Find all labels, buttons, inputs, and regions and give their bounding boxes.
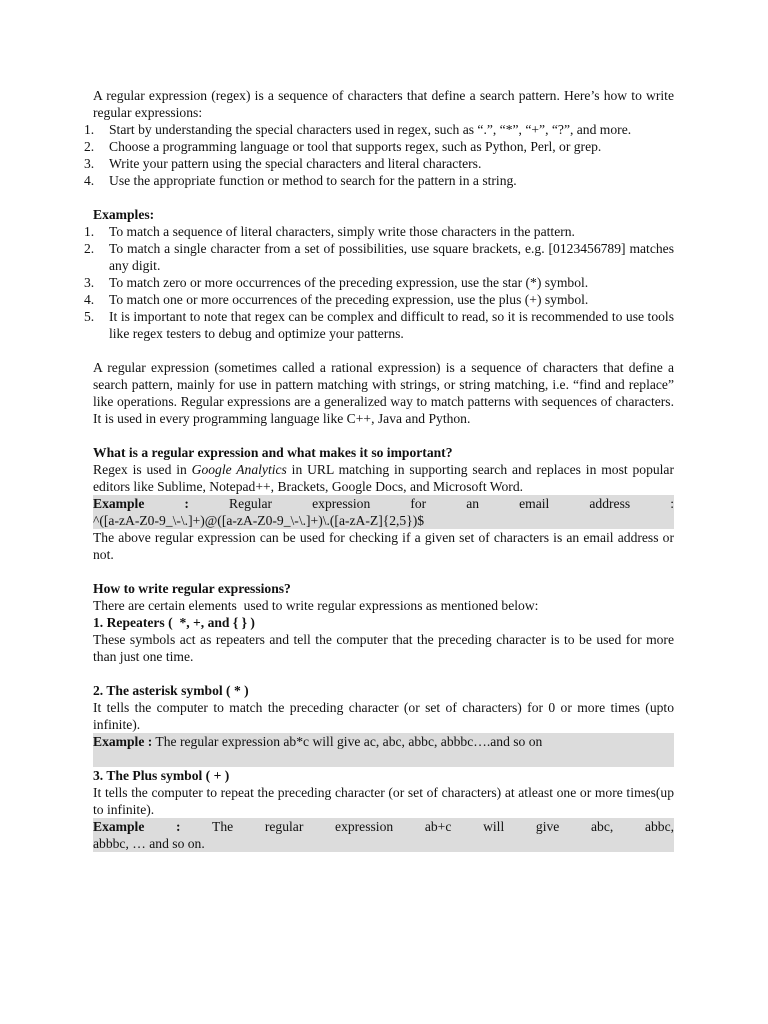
asterisk-heading: 2. The asterisk symbol ( * ) [93,683,249,698]
list-item: 2. Choose a programming language or tool that supports regex, such as Python, Perl, or grep. [84,139,602,154]
list-item: 4. To match one or more occurrences of the preceding expression, use the plus (+) symbol. [84,292,589,307]
definition-paragraph: A regular expression (sometimes called a rational expression) is a sequence of characters that define a search pattern, mainly for use in pattern matching with strings, or string matching, i.e. “find and replace” like operations. Regular expressions are a generalized way to match patterns with sequences of characters. It is used in every programming language like C++, Java and Python. [93,360,674,426]
document-page [84,87,675,852]
plus-example-box: Example : The regular expression ab+c will give abc, abbc, abbbc, … and so on. [93,819,675,851]
examples-heading: Examples: [93,207,155,222]
list-item: 5. It is important to note that regex can be complex and difficult to read, so it is recommended to use tools like regex testers to debug and optimize your patterns. [84,309,674,341]
plus-text: It tells the computer to repeat the preceding character (or set of characters) at atleast one or more times(up to infinite). [93,785,674,817]
asterisk-example-box: Example : The regular expression ab*c will give ac, abc, abbc, abbbc….and so on [93,733,674,767]
email-regex-note: The above regular expression can be used for checking if a given set of characters is an email address or not. [93,530,674,562]
list-item: 1. Start by understanding the special characters used in regex, such as “.”, “*”, “+”, “?”, and more. [84,122,632,137]
steps-list [84,121,674,189]
list-item: 2. To match a single character from a set of possibilities, use square brackets, e.g. [0123456789] matches any digit. [84,241,674,273]
intro-paragraph: A regular expression (regex) is a sequence of characters that define a search pattern. Here’s how to write regular expressions: [93,88,674,120]
repeaters-heading: 1. Repeaters ( *, +, and { } ) [93,615,255,630]
email-example-box: Example : Regular expression for an email address : ^([a-zA-Z0-9_\-\.]+)@([a-zA-Z0-9_\-\.]+)\.([a-zA-Z]{2,5})$ [93,496,675,528]
email-regex: ^([a-zA-Z0-9_\-\.]+)@([a-zA-Z0-9_\-\.]+)\.([a-zA-Z]{2,5})$ [93,513,425,528]
importance-heading: What is a regular expression and what makes it so important? [93,445,453,460]
repeaters-text: These symbols act as repeaters and tell the computer that the preceding character is to be used for more than just one time. [93,632,674,664]
examples-list [84,223,674,342]
howto-intro: There are certain elements used to write regular expressions as mentioned below: [93,598,539,613]
importance-paragraph: Regex is used in Google Analytics in URL matching in supporting search and replaces in most popular editors like Sublime, Notepad++, Brackets, Google Docs, and Microsoft Word. [93,462,674,494]
plus-heading: 3. The Plus symbol ( + ) [93,768,230,783]
howto-heading: How to write regular expressions? [93,581,291,596]
list-item: 4. Use the appropriate function or method to search for the pattern in a string. [84,173,517,188]
asterisk-text: It tells the computer to match the preceding character (or set of characters) for 0 or more times (upto infinite). [93,700,674,732]
list-item: 3. Write your pattern using the special characters and literal characters. [84,156,482,171]
list-item: 3. To match zero or more occurrences of the preceding expression, use the star (*) symbol. [84,275,589,290]
example-label: Example : [93,819,181,834]
example-label: Example : [93,734,153,749]
list-item: 1. To match a sequence of literal characters, simply write those characters in the pattern. [84,224,575,239]
example-label: Example : [93,496,189,511]
